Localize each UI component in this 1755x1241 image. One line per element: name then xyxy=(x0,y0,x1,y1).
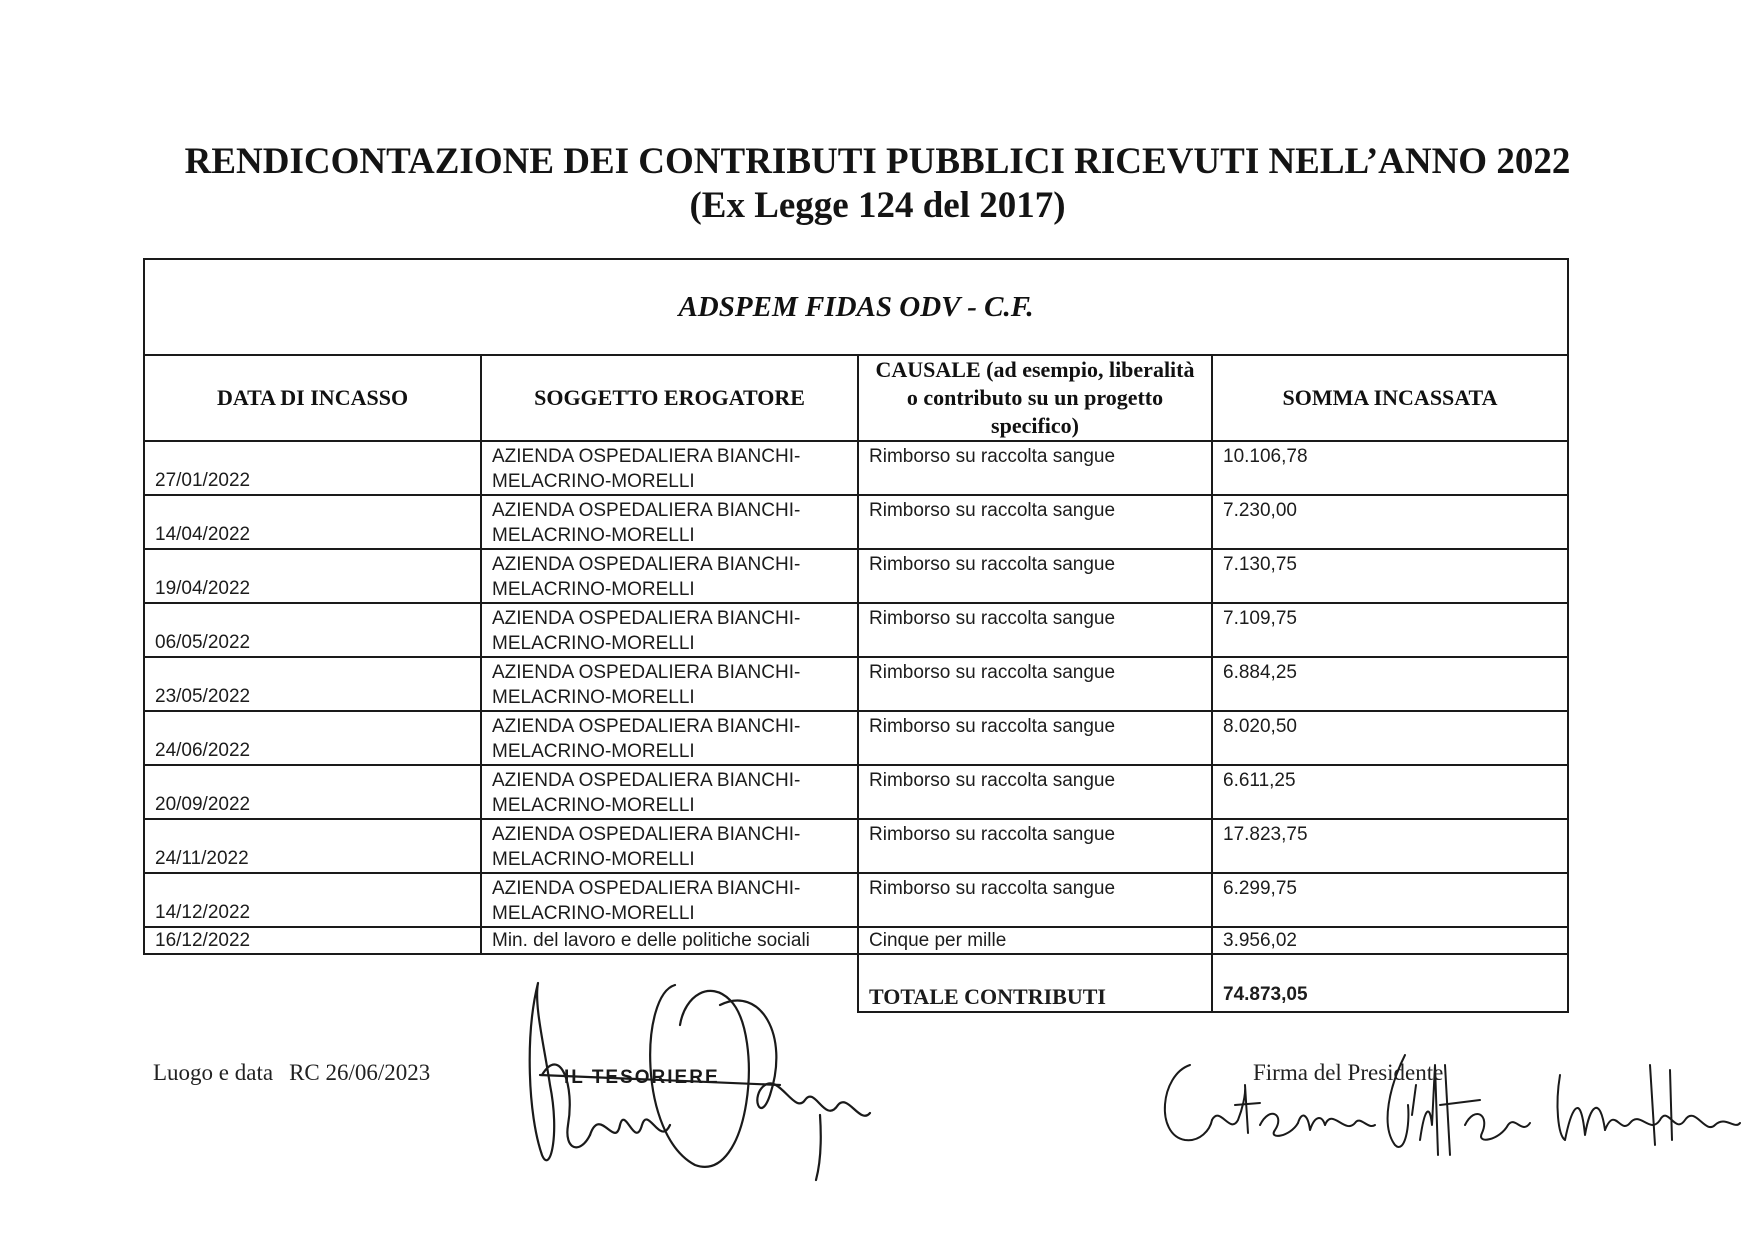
source-line-1: Min. del lavoro e delle politiche sociali xyxy=(492,930,810,951)
cell-amount: 6.611,25 xyxy=(1212,765,1568,819)
source-line-1: AZIENDA OSPEDALIERA BIANCHI- xyxy=(492,554,801,575)
cell-date: 24/11/2022 xyxy=(144,819,481,873)
cell-source xyxy=(481,549,858,603)
cell-amount: 17.823,75 xyxy=(1212,819,1568,873)
cell-date: 24/06/2022 xyxy=(144,711,481,765)
cell-cause: Rimborso su raccolta sangue xyxy=(858,495,1212,549)
cell-date: 16/12/2022 xyxy=(144,927,481,954)
cell-source xyxy=(481,927,858,954)
table-row xyxy=(144,927,1568,954)
source-line-1: AZIENDA OSPEDALIERA BIANCHI- xyxy=(492,500,801,521)
cell-source xyxy=(481,441,858,495)
header-cause: CAUSALE (ad esempio, liberalità o contributo su un progetto specifico) xyxy=(858,355,1212,441)
table-row xyxy=(144,657,1568,711)
source-line-1: AZIENDA OSPEDALIERA BIANCHI- xyxy=(492,716,801,737)
document-title: RENDICONTAZIONE DEI CONTRIBUTI PUBBLICI RICEVUTI NELL’ANNO 2022 xyxy=(184,141,1571,182)
place-date-label: Luogo e data xyxy=(153,1060,274,1085)
cell-source xyxy=(481,711,858,765)
source-line-1: AZIENDA OSPEDALIERA BIANCHI- xyxy=(492,878,801,899)
organization-name: ADSPEM FIDAS ODV - C.F. xyxy=(144,259,1568,355)
source-line-1: AZIENDA OSPEDALIERA BIANCHI- xyxy=(492,824,801,845)
cell-source xyxy=(481,495,858,549)
table-row xyxy=(144,711,1568,765)
cell-source xyxy=(481,819,858,873)
cell-cause: Rimborso su raccolta sangue xyxy=(858,819,1212,873)
cell-cause: Rimborso su raccolta sangue xyxy=(858,603,1212,657)
cell-source xyxy=(481,657,858,711)
cell-amount: 7.130,75 xyxy=(1212,549,1568,603)
cell-cause: Rimborso su raccolta sangue xyxy=(858,765,1212,819)
cell-amount: 8.020,50 xyxy=(1212,711,1568,765)
table-row xyxy=(144,549,1568,603)
cell-cause: Rimborso su raccolta sangue xyxy=(858,441,1212,495)
total-value: 74.873,05 xyxy=(1212,954,1568,1012)
source-line-2: MELACRINO-MORELLI xyxy=(492,579,695,600)
document-subtitle: (Ex Legge 124 del 2017) xyxy=(689,185,1066,226)
treasurer-stamp: IL TESORIERE xyxy=(564,1067,720,1088)
source-line-1: AZIENDA OSPEDALIERA BIANCHI- xyxy=(492,608,801,629)
header-source: SOGGETTO EROGATORE xyxy=(481,355,858,441)
treasurer-signature xyxy=(520,975,940,1195)
cell-amount: 6.884,25 xyxy=(1212,657,1568,711)
table-row xyxy=(144,873,1568,927)
source-line-1: AZIENDA OSPEDALIERA BIANCHI- xyxy=(492,662,801,683)
cell-date: 20/09/2022 xyxy=(144,765,481,819)
cell-date: 27/01/2022 xyxy=(144,441,481,495)
header-date: DATA DI INCASSO xyxy=(144,355,481,441)
source-line-2: MELACRINO-MORELLI xyxy=(492,525,695,546)
source-line-2: MELACRINO-MORELLI xyxy=(492,795,695,816)
cell-amount: 10.106,78 xyxy=(1212,441,1568,495)
cell-amount: 7.109,75 xyxy=(1212,603,1568,657)
cell-cause: Rimborso su raccolta sangue xyxy=(858,711,1212,765)
place-date xyxy=(153,1060,430,1086)
blank-cell xyxy=(144,954,481,1012)
source-line-2: MELACRINO-MORELLI xyxy=(492,471,695,492)
cell-source xyxy=(481,765,858,819)
cell-source xyxy=(481,873,858,927)
cell-date: 14/12/2022 xyxy=(144,873,481,927)
table-row xyxy=(144,603,1568,657)
cell-cause: Rimborso su raccolta sangue xyxy=(858,657,1212,711)
cell-date: 14/04/2022 xyxy=(144,495,481,549)
source-line-2: MELACRINO-MORELLI xyxy=(492,741,695,762)
table-row xyxy=(144,441,1568,495)
total-label: TOTALE CONTRIBUTI xyxy=(858,954,1212,1012)
source-line-2: MELACRINO-MORELLI xyxy=(492,849,695,870)
cell-amount: 7.230,00 xyxy=(1212,495,1568,549)
cell-cause: Rimborso su raccolta sangue xyxy=(858,549,1212,603)
cell-source xyxy=(481,603,858,657)
contributions-table xyxy=(143,258,1569,1013)
cell-amount: 6.299,75 xyxy=(1212,873,1568,927)
table-header-row xyxy=(144,355,1568,441)
source-line-2: MELACRINO-MORELLI xyxy=(492,633,695,654)
cell-cause: Rimborso su raccolta sangue xyxy=(858,873,1212,927)
source-line-2: MELACRINO-MORELLI xyxy=(492,903,695,924)
header-amount: SOMMA INCASSATA xyxy=(1212,355,1568,441)
source-line-1: AZIENDA OSPEDALIERA BIANCHI- xyxy=(492,446,801,467)
source-line-2: MELACRINO-MORELLI xyxy=(492,687,695,708)
cell-amount: 3.956,02 xyxy=(1212,927,1568,954)
table-row xyxy=(144,495,1568,549)
source-line-1: AZIENDA OSPEDALIERA BIANCHI- xyxy=(492,770,801,791)
president-signature-label: Firma del Presidente xyxy=(1253,1060,1444,1085)
president-signature xyxy=(1150,1045,1750,1165)
place-date-value: RC 26/06/2023 xyxy=(289,1060,431,1085)
cell-date: 23/05/2022 xyxy=(144,657,481,711)
cell-date: 19/04/2022 xyxy=(144,549,481,603)
cell-cause: Cinque per mille xyxy=(858,927,1212,954)
table-row xyxy=(144,765,1568,819)
cell-date: 06/05/2022 xyxy=(144,603,481,657)
table-row xyxy=(144,819,1568,873)
